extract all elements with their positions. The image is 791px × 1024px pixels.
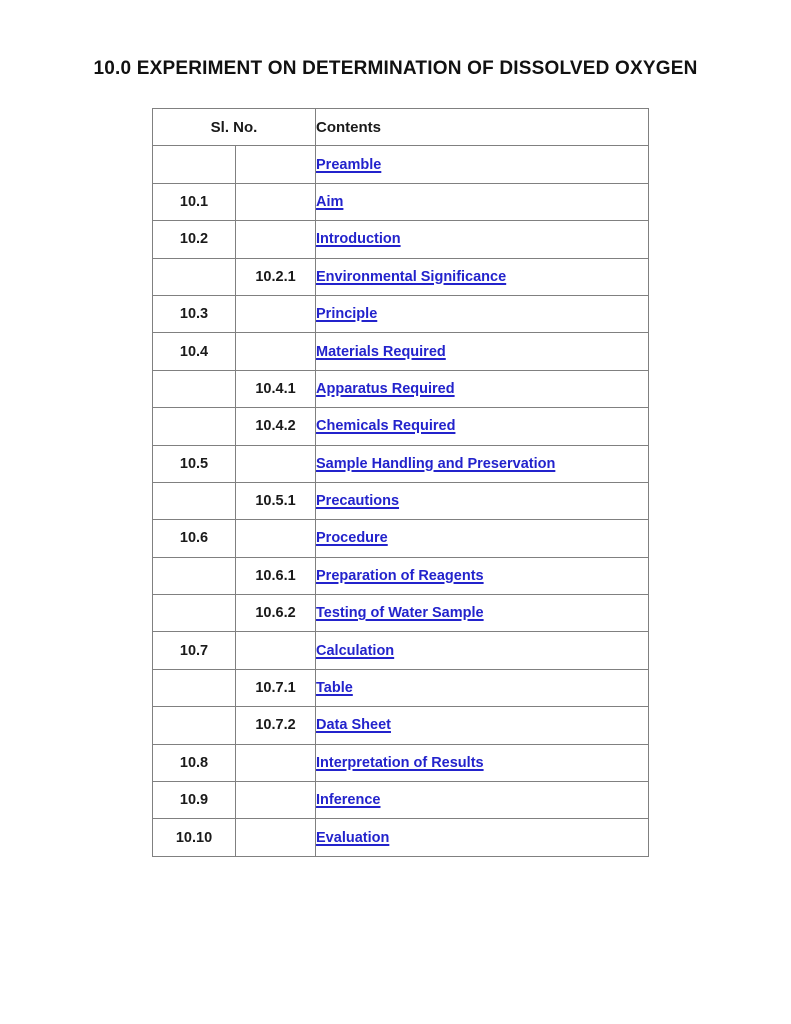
content-cell	[316, 370, 649, 407]
table-row	[153, 445, 649, 482]
content-cell	[316, 782, 649, 819]
subsection-number-cell	[236, 819, 316, 856]
header-sl-no: Sl. No.	[153, 109, 316, 146]
page-title: 10.0 EXPERIMENT ON DETERMINATION OF DISSOLVED OXYGEN	[93, 58, 698, 79]
toc-link-inference[interactable]: Inference	[316, 792, 381, 809]
table-row	[153, 595, 649, 632]
table-row	[153, 221, 649, 258]
section-number-cell: 10.5	[153, 445, 236, 482]
toc-link-testing-of-water-sample[interactable]: Testing of Water Sample	[316, 605, 484, 622]
table-row	[153, 258, 649, 295]
content-cell	[316, 819, 649, 856]
subsection-number-cell: 10.7.1	[236, 669, 316, 706]
section-number-cell: 10.7	[153, 632, 236, 669]
toc-link-preparation-of-reagents[interactable]: Preparation of Reagents	[316, 567, 484, 584]
toc-link-aim[interactable]: Aim	[316, 193, 344, 210]
content-cell	[316, 707, 649, 744]
table-row	[153, 744, 649, 781]
content-cell	[316, 445, 649, 482]
content-cell	[316, 669, 649, 706]
section-number-cell	[153, 482, 236, 519]
subsection-number-cell	[236, 782, 316, 819]
content-cell	[316, 258, 649, 295]
section-number-cell: 10.3	[153, 295, 236, 332]
table-row	[153, 183, 649, 220]
table-row	[153, 520, 649, 557]
toc-link-materials-required[interactable]: Materials Required	[316, 343, 446, 360]
content-cell	[316, 183, 649, 220]
content-cell	[316, 744, 649, 781]
subsection-number-cell: 10.4.1	[236, 370, 316, 407]
toc-link-sample-handling-and-preservation[interactable]: Sample Handling and Preservation	[316, 455, 556, 472]
toc-link-interpretation-of-results[interactable]: Interpretation of Results	[316, 754, 484, 771]
subsection-number-cell: 10.6.1	[236, 557, 316, 594]
toc-link-preamble[interactable]: Preamble	[316, 156, 382, 173]
content-cell	[316, 408, 649, 445]
table-row	[153, 819, 649, 856]
subsection-number-cell	[236, 632, 316, 669]
table-row	[153, 370, 649, 407]
table-row	[153, 333, 649, 370]
toc-link-calculation[interactable]: Calculation	[316, 642, 395, 659]
subsection-number-cell: 10.2.1	[236, 258, 316, 295]
contents-table	[152, 108, 649, 857]
content-cell	[316, 520, 649, 557]
subsection-number-cell	[236, 744, 316, 781]
subsection-number-cell: 10.7.2	[236, 707, 316, 744]
table-row	[153, 408, 649, 445]
content-cell	[316, 146, 649, 183]
subsection-number-cell: 10.5.1	[236, 482, 316, 519]
section-number-cell	[153, 595, 236, 632]
toc-link-principle[interactable]: Principle	[316, 306, 378, 323]
table-row	[153, 146, 649, 183]
section-number-cell	[153, 557, 236, 594]
section-number-cell	[153, 146, 236, 183]
table-header-row	[153, 109, 649, 146]
header-contents: Contents	[316, 109, 649, 146]
content-cell	[316, 221, 649, 258]
section-number-cell	[153, 258, 236, 295]
toc-link-evaluation[interactable]: Evaluation	[316, 829, 390, 846]
subsection-number-cell	[236, 221, 316, 258]
content-cell	[316, 333, 649, 370]
subsection-number-cell	[236, 183, 316, 220]
content-cell	[316, 557, 649, 594]
table-row	[153, 669, 649, 706]
section-number-cell	[153, 707, 236, 744]
subsection-number-cell	[236, 146, 316, 183]
toc-link-data-sheet[interactable]: Data Sheet	[316, 717, 391, 734]
subsection-number-cell: 10.4.2	[236, 408, 316, 445]
toc-link-procedure[interactable]: Procedure	[316, 530, 388, 547]
toc-link-chemicals-required[interactable]: Chemicals Required	[316, 418, 456, 435]
section-number-cell	[153, 408, 236, 445]
section-number-cell: 10.9	[153, 782, 236, 819]
subsection-number-cell	[236, 333, 316, 370]
table-row	[153, 707, 649, 744]
subsection-number-cell	[236, 520, 316, 557]
toc-link-precautions[interactable]: Precautions	[316, 493, 400, 510]
table-row	[153, 295, 649, 332]
section-number-cell: 10.8	[153, 744, 236, 781]
toc-link-environmental-significance[interactable]: Environmental Significance	[316, 268, 507, 285]
section-number-cell: 10.4	[153, 333, 236, 370]
content-cell	[316, 482, 649, 519]
section-number-cell: 10.2	[153, 221, 236, 258]
content-cell	[316, 595, 649, 632]
table-row	[153, 632, 649, 669]
section-number-cell	[153, 669, 236, 706]
section-number-cell: 10.1	[153, 183, 236, 220]
toc-link-introduction[interactable]: Introduction	[316, 231, 401, 248]
content-cell	[316, 295, 649, 332]
subsection-number-cell: 10.6.2	[236, 595, 316, 632]
content-cell	[316, 632, 649, 669]
section-number-cell: 10.6	[153, 520, 236, 557]
table-row	[153, 557, 649, 594]
toc-link-table[interactable]: Table	[316, 680, 353, 697]
subsection-number-cell	[236, 445, 316, 482]
section-number-cell	[153, 370, 236, 407]
subsection-number-cell	[236, 295, 316, 332]
table-row	[153, 782, 649, 819]
toc-link-apparatus-required[interactable]: Apparatus Required	[316, 380, 455, 397]
section-number-cell: 10.10	[153, 819, 236, 856]
table-row	[153, 482, 649, 519]
